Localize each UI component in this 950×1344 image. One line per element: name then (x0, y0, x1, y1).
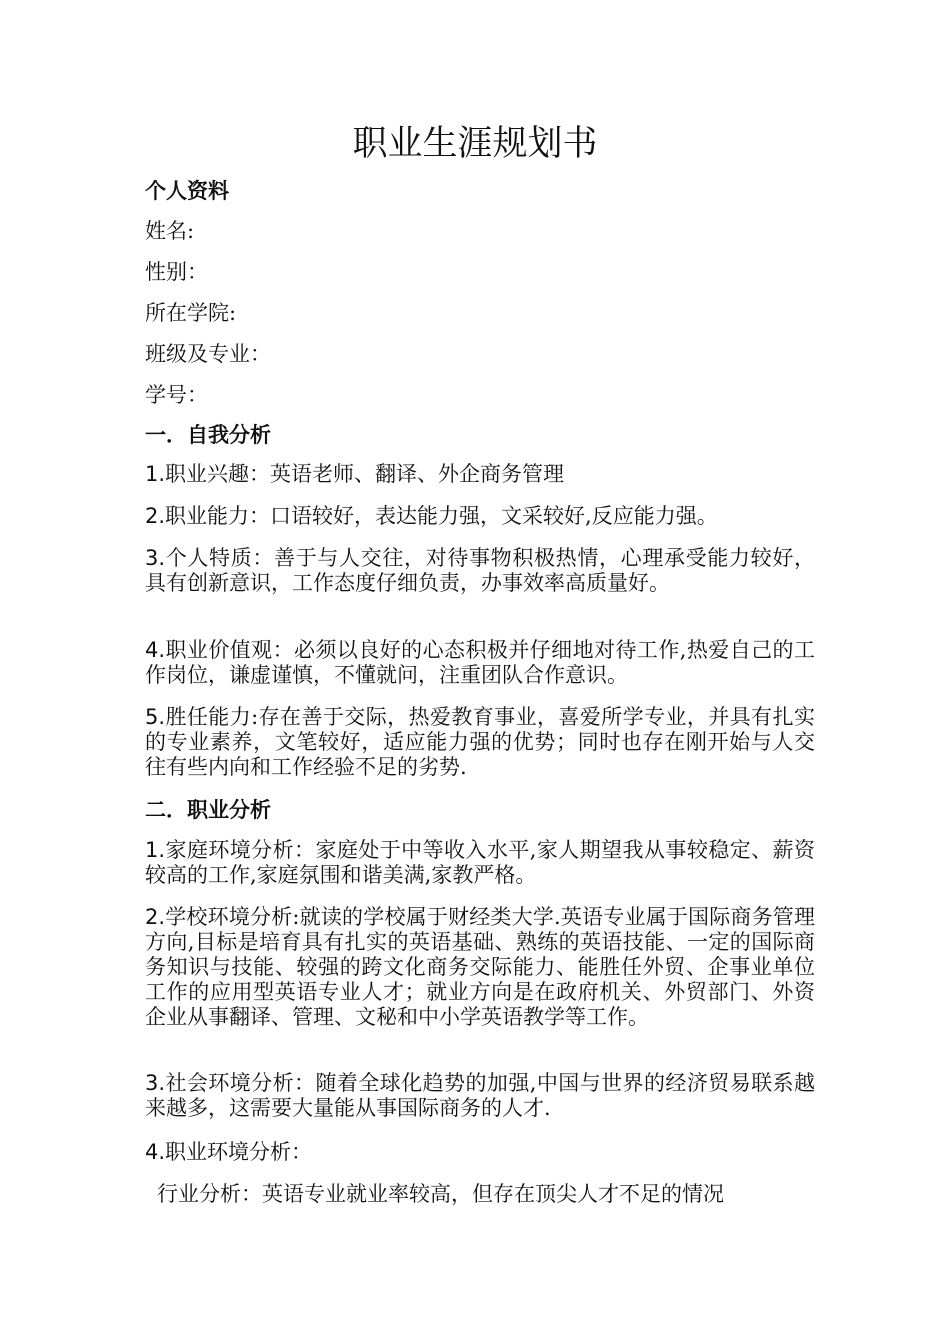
self-analysis-item (145, 504, 815, 529)
self-analysis-heading: 一．自我分析 (145, 423, 271, 447)
personal-info-heading: 个人资料 (145, 179, 229, 203)
item-text: 职业价值观：必须以良好的心态积极并仔细地对待工作,热爱自己的工作岗位，谦虚谨慎，不懂就问，注重团队合作意识。 (145, 638, 815, 687)
item-text: 个人特质：善于与人交往，对待事物积极热情，心理承受能力较好，具有创新意识，工作态度仔细负责，办事效率高质量好。 (145, 546, 815, 595)
item-number: 1. (145, 838, 166, 862)
item-text: 社会环境分析：随着全球化趋势的加强,中国与世界的经济贸易联系越来越多，这需要大量能从事国际商务的人才. (145, 1071, 815, 1120)
self-analysis-item (145, 705, 815, 780)
self-analysis-item (145, 546, 815, 596)
item-text: 职业能力：口语较好，表达能力强，文采较好,反应能力强。 (165, 504, 718, 528)
college-field-label: 所在学院: (145, 301, 237, 325)
item-number: 3. (145, 546, 166, 570)
student-id-field-label: 学号： (145, 383, 208, 407)
name-field-label: 姓名: (145, 219, 195, 243)
document-title: 职业生涯规划书 (352, 124, 598, 164)
item-number: 2. (145, 504, 166, 528)
career-analysis-item (145, 838, 815, 888)
item-text: 胜任能力:存在善于交际，热爱教育事业，喜爱所学专业，并具有扎实的专业素养，文笔较好，适应能力强的优势；同时也存在刚开始与人交往有些内向和工作经验不足的劣势. (145, 705, 815, 779)
item-text: 职业环境分析： (165, 1140, 313, 1164)
item-number: 4. (145, 638, 166, 662)
gender-field-label: 性别： (145, 260, 208, 284)
industry-analysis-line: 行业分析：英语专业就业率较高，但存在顶尖人才不足的情况 (157, 1182, 724, 1206)
self-analysis-item (145, 638, 815, 688)
item-number: 3. (145, 1071, 166, 1095)
career-analysis-item (145, 905, 815, 1030)
item-text: 家庭环境分析：家庭处于中等收入水平,家人期望我从事较稳定、薪资较高的工作,家庭氛围和谐美满,家教严格。 (145, 838, 815, 887)
career-analysis-item (145, 1071, 815, 1121)
career-analysis-heading: 二．职业分析 (145, 798, 271, 822)
item-number: 2. (145, 905, 166, 929)
career-analysis-item (145, 1140, 815, 1165)
self-analysis-item (145, 462, 815, 487)
item-number: 1. (145, 462, 166, 486)
item-number: 5. (145, 705, 166, 729)
class-major-field-label: 班级及专业： (145, 342, 271, 366)
item-number: 4. (145, 1140, 166, 1164)
item-text: 学校环境分析:就读的学校属于财经类大学.英语专业属于国际商务管理方向,目标是培育具有扎实的英语基础、熟练的英语技能、一定的国际商务知识与技能、较强的跨文化商务交际能力、能胜任外贸、企事业单位工作的应用型英语专业人才；就业方向是在政府机关、外贸部门、外资企业从事翻译、管理、文秘和中小学英语教学等工作。 (145, 905, 815, 1029)
item-text: 职业兴趣：英语老师、翻译、外企商务管理 (165, 462, 565, 486)
